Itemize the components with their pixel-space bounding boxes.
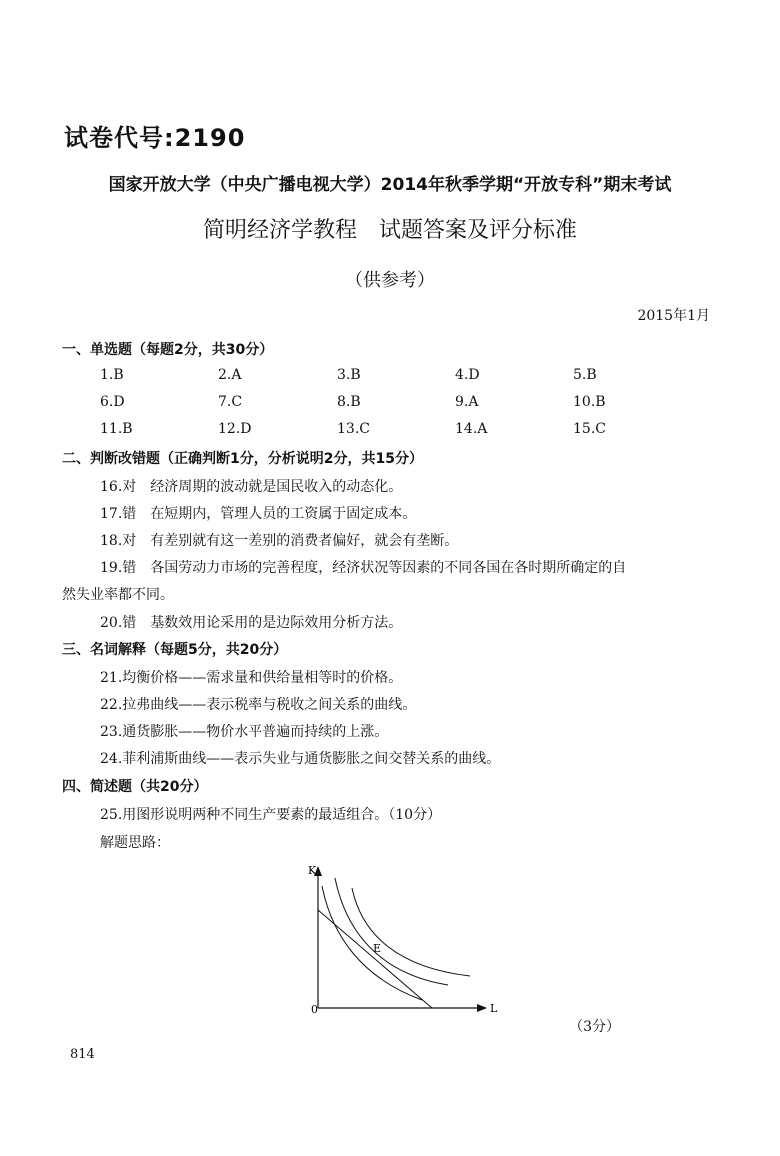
answer-item: 10.B <box>573 394 606 410</box>
k-axis-label: K <box>308 864 317 877</box>
isoquant-curve-1 <box>322 886 422 1000</box>
section1-heading: 一、单选题（每题2分，共30分） <box>62 342 274 358</box>
paper-code: 试卷代号:2190 <box>64 124 246 152</box>
reference-note: （供参考） <box>345 270 435 291</box>
answer-item: 15.C <box>573 421 606 437</box>
section3-heading: 三、名词解释（每题5分，共20分） <box>62 642 288 658</box>
exam-date: 2015年1月 <box>637 308 710 324</box>
definition-item: 22.拉弗曲线——表示税率与税收之间关系的曲线。 <box>100 697 417 713</box>
answer-item: 9.A <box>455 394 479 410</box>
judgment-item: 16.对 经济周期的波动就是国民收入的动态化。 <box>100 479 403 495</box>
answer-item: 7.C <box>218 394 243 410</box>
answer-item: 13.C <box>337 421 370 437</box>
university-line: 国家开放大学（中央广播电视大学）2014年秋季学期“开放专科”期末考试 <box>108 175 672 195</box>
answer-item: 1.B <box>100 367 124 383</box>
definition-item: 24.菲利浦斯曲线——表示失业与通货膨胀之间交替关系的曲线。 <box>100 751 501 767</box>
equilibrium-point-label: E <box>373 942 382 955</box>
judgment-item: 20.错 基数效用论采用的是边际效用分析方法。 <box>100 615 403 631</box>
answer-item: 8.B <box>337 394 361 410</box>
l-axis-label: L <box>490 1002 498 1015</box>
answer-item: 6.D <box>100 394 125 410</box>
isoquant-curve-3 <box>352 888 470 976</box>
judgment-item-continuation: 然失业率都不同。 <box>62 587 174 603</box>
isoquant-diagram <box>300 858 510 1023</box>
answer-item: 14.A <box>455 421 488 437</box>
section2-heading: 二、判断改错题（正确判断1分，分析说明2分，共15分） <box>62 451 423 467</box>
answer-item: 4.D <box>455 367 480 383</box>
definition-item: 21.均衡价格——需求量和供给量相等时的价格。 <box>100 670 403 686</box>
score-note: （3分） <box>569 1019 620 1035</box>
judgment-item: 17.错 在短期内，管理人员的工资属于固定成本。 <box>100 506 417 522</box>
question-25: 25.用图形说明两种不同生产要素的最适组合。（10分） <box>100 807 442 823</box>
page-number: 814 <box>70 1047 95 1062</box>
page-title: 简明经济学教程 试题答案及评分标准 <box>202 218 577 243</box>
definition-item: 23.通货膨胀——物价水平普遍而持续的上涨。 <box>100 724 389 740</box>
section4-heading: 四、简述题（共20分） <box>62 779 208 795</box>
answer-item: 2.A <box>218 367 242 383</box>
solution-hint: 解题思路： <box>100 835 170 851</box>
answer-item: 5.B <box>573 367 597 383</box>
answer-item: 3.B <box>337 367 361 383</box>
judgment-item: 18.对 有差别就有这一差别的消费者偏好，就会有垄断。 <box>100 533 459 549</box>
origin-label: 0 <box>311 1003 318 1016</box>
answer-item: 11.B <box>100 421 133 437</box>
judgment-item: 19.错 各国劳动力市场的完善程度，经济状况等因素的不同各国在各时期所确定的自 <box>100 560 627 576</box>
isoquant-curve-2 <box>335 878 448 985</box>
answer-item: 12.D <box>218 421 252 437</box>
